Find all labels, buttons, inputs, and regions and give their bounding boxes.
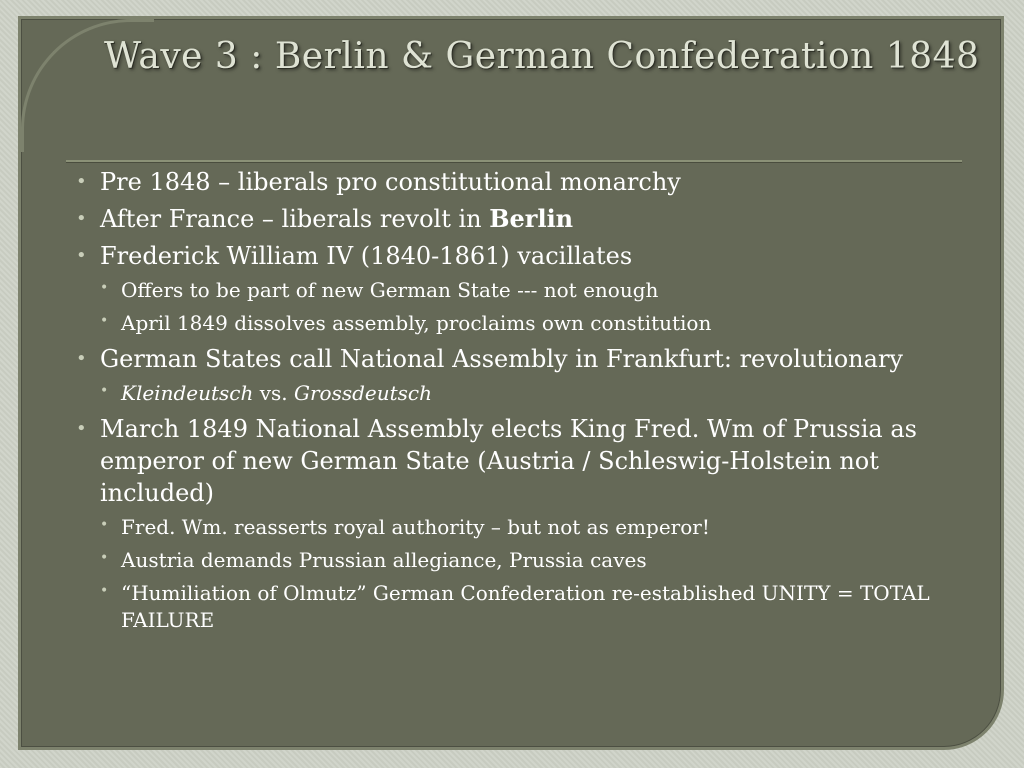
sub-bullet-item	[76, 380, 996, 407]
bullet-text: After France – liberals revolt in	[100, 205, 490, 233]
bullet-item	[76, 413, 996, 509]
bullet-dot-icon: •	[100, 280, 109, 296]
sub-bullet-item	[76, 580, 996, 634]
bullet-dot-icon: •	[76, 171, 87, 192]
sub-bullet-item	[76, 310, 996, 337]
bullet-text: March 1849 National Assembly elects King Fred. Wm of Prussia as emperor of new German State (Austria / Schleswig-Holstein not included)	[100, 415, 917, 507]
sub-bullet-text: Offers to be part of new German State --- not enough	[121, 278, 659, 302]
bullet-dot-icon: •	[100, 583, 109, 599]
slide-title: Wave 3 : Berlin & German Confederation 1848	[104, 36, 980, 77]
sub-bullet-item	[76, 277, 996, 304]
sub-bullet-text: Austria demands Prussian allegiance, Prussia caves	[121, 548, 647, 572]
bullet-dot-icon: •	[100, 383, 109, 399]
sub-bullet-text-italic: Grossdeutsch	[294, 381, 433, 405]
bullet-item	[76, 240, 996, 272]
sub-bullet-text-italic: Kleindeutsch	[121, 381, 254, 405]
bullet-text: Pre 1848 – liberals pro constitutional monarchy	[100, 168, 681, 196]
bullet-text: Frederick William IV (1840-1861) vacillates	[100, 242, 633, 270]
bullet-dot-icon: •	[100, 550, 109, 566]
bullet-item	[76, 166, 996, 198]
sub-bullet-text: vs.	[253, 381, 294, 405]
bullet-dot-icon: •	[76, 348, 87, 369]
bullet-item	[76, 343, 996, 375]
sub-bullet-text: “Humiliation of Olmutz” German Confederation re-established UNITY = TOTAL FAILURE	[121, 581, 930, 632]
bullet-dot-icon: •	[100, 517, 109, 533]
bullet-dot-icon: •	[76, 418, 87, 439]
bullet-dot-icon: •	[76, 245, 87, 266]
title-divider	[66, 160, 962, 163]
sub-bullet-item	[76, 514, 996, 541]
slide-content	[76, 166, 996, 640]
sub-bullet-item	[76, 547, 996, 574]
bullet-text: German States call National Assembly in Frankfurt: revolutionary	[100, 345, 903, 373]
bullet-dot-icon: •	[100, 313, 109, 329]
bullet-item	[76, 203, 996, 235]
sub-bullet-text: Fred. Wm. reasserts royal authority – but not as emperor!	[121, 515, 710, 539]
bullet-text-bold: Berlin	[489, 204, 574, 233]
bullet-dot-icon: •	[76, 208, 87, 229]
sub-bullet-text: April 1849 dissolves assembly, proclaims own constitution	[121, 311, 712, 335]
